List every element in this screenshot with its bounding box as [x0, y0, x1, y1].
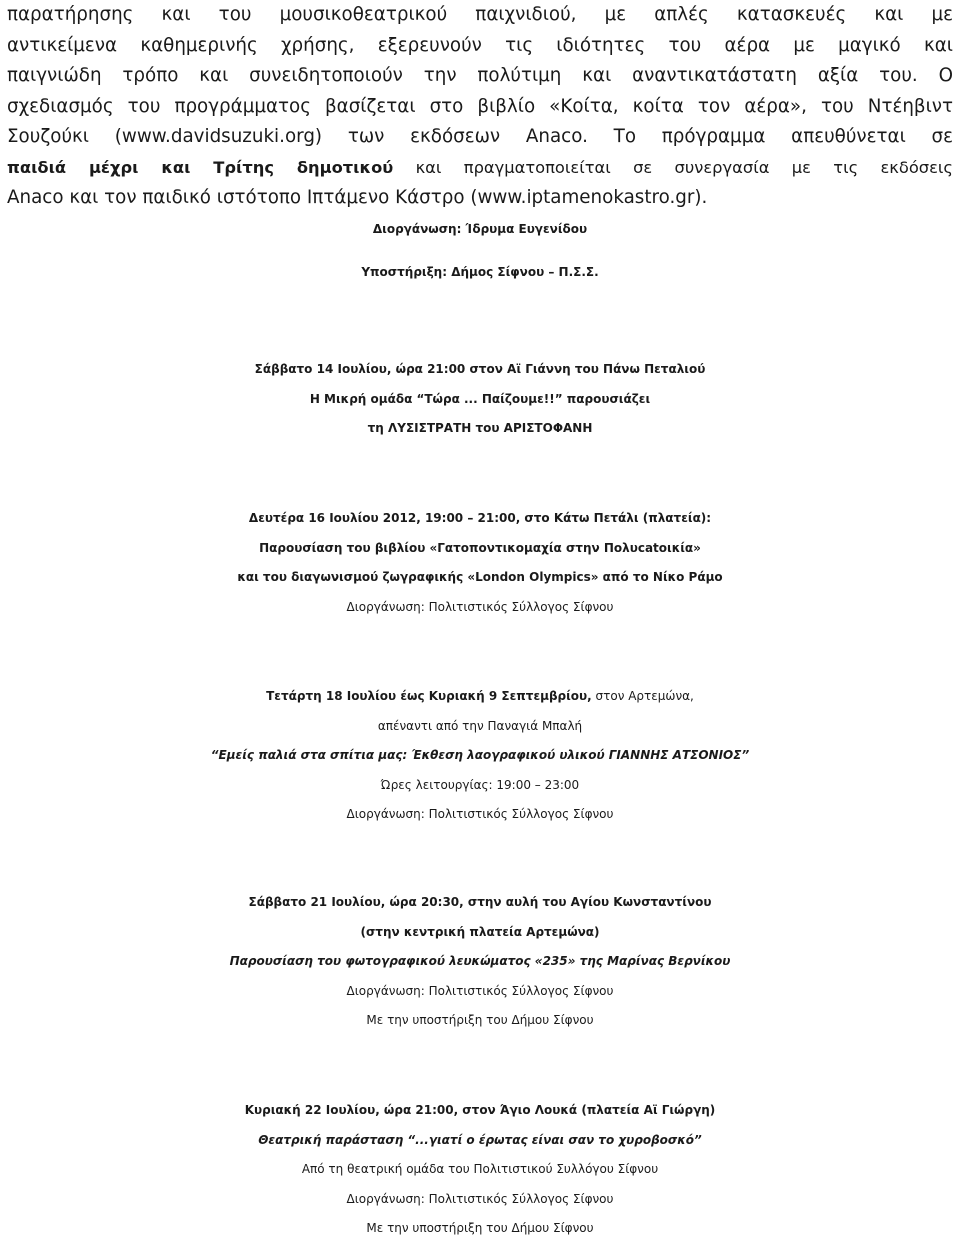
- event-hours-line: Ώρες λειτουργίας: 19:00 – 23:00: [380, 777, 580, 792]
- organizer-heading: Διοργάνωση: Ίδρυμα Ευγενίδου: [372, 222, 588, 236]
- event-title-line: Θεατρική παράσταση “...γιατί ο έρωτας είναι σαν το χυροβοσκό”: [258, 1132, 702, 1147]
- event-support-line: Με την υποστήριξη του Δήμου Σίφνου: [366, 1221, 594, 1235]
- event-date-line: [0, 682, 960, 712]
- intro-line: Σουζούκι (www.davidsuzuki.org) των εκδόσεων Anaco. Το πρόγραμμα απευθύνεται σε: [7, 126, 953, 147]
- event-21-july: [0, 888, 960, 1036]
- event-16-july: [0, 504, 960, 622]
- event-organizer-line: Διοργάνωση: Πολιτιστικός Σύλλογος Σίφνου: [346, 1191, 614, 1206]
- event-date-line: Σάββατο 14 Ιουλίου, ώρα 21:00 στον Αϊ Γιάννη του Πάνω Πεταλιού: [254, 362, 706, 376]
- intro-paragraph: [7, 0, 953, 214]
- event-14-july: [0, 355, 960, 444]
- event-title-line: Παρουσίαση του φωτογραφικού λευκώματος «235» της Μαρίνας Βερνίκου: [229, 954, 731, 968]
- event-18-july: [0, 682, 960, 830]
- intro-line: αντικείμενα καθημερινής χρήσης, εξερευνούν τις ιδιότητες του αέρα με μαγικό και: [7, 34, 953, 56]
- event-date-range: Τετάρτη 18 Ιουλίου έως Κυριακή 9 Σεπτεμβρίου,: [266, 689, 592, 703]
- event-date-line: Σάββατο 21 Ιουλίου, ώρα 20:30, στην αυλή του Αγίου Κωνσταντίνου: [248, 895, 712, 909]
- event-22-july: [0, 1096, 960, 1244]
- event-presenter-line: Η Μικρή ομάδα “Τώρα ... Παίζουμε!!” παρουσιάζει: [309, 391, 651, 406]
- event-organizer-line: Διοργάνωση: Πολιτιστικός Σύλλογος Σίφνου: [346, 983, 614, 998]
- intro-line: σχεδιασμός του προγράμματος βασίζεται στο βιβλίο «Κοίτα, κοίτα τον αέρα», του Ντέηβιντ: [7, 95, 953, 117]
- event-performer-line: Από τη θεατρική ομάδα του Πολιτιστικού Συλλόγου Σίφνου: [301, 1162, 659, 1176]
- event-location-line: (στην κεντρική πλατεία Αρτεμώνα): [360, 924, 600, 939]
- event-title-line: “Εμείς παλιά στα σπίτια μας: Έκθεση λαογραφικού υλικού ΓΙΑΝΝΗΣ ΑΤΣΟΝΙΟΣ”: [210, 748, 750, 762]
- event-date-line: Δευτέρα 16 Ιουλίου 2012, 19:00 – 21:00, στο Κάτω Πετάλι (πλατεία):: [248, 511, 712, 525]
- event-location-line: απέναντι από την Παναγιά Μπαλή: [377, 718, 583, 733]
- intro-line: παρατήρησης και του μουσικοθεατρικού παιχνιδιού, με απλές κατασκευές και με: [7, 4, 953, 25]
- event-organizer-line: Διοργάνωση: Πολιτιστικός Σύλλογος Σίφνου: [346, 599, 614, 614]
- intro-line-rest: και πραγματοποιείται σε συνεργασία με τις εκδόσεις: [393, 157, 953, 177]
- event-description-line: Παρουσίαση του βιβλίου «Γατοποντικομαχία στην Πολυcatoικία»: [259, 540, 701, 555]
- event-location: στον Αρτεμώνα,: [591, 689, 694, 703]
- event-support-line: Με την υποστήριξη του Δήμου Σίφνου: [366, 1013, 594, 1027]
- intro-line: Anaco και τον παιδικό ιστότοπο Ιπτάμενο Κάστρο (www.iptamenokastro.gr).: [7, 187, 708, 208]
- event-organizer-line: Διοργάνωση: Πολιτιστικός Σύλλογος Σίφνου: [346, 807, 614, 821]
- intro-line: [7, 153, 953, 184]
- support-heading: Υποστήριξη: Δήμος Σίφνου – Π.Σ.Σ.: [361, 265, 599, 279]
- intro-line: παιγνιώδη τρόπο και συνειδητοποιούν την πολύτιμη και αναντικατάστατη αξία του. Ο: [7, 65, 953, 86]
- event-title-line: τη ΛΥΣΙΣΤΡΑΤΗ του ΑΡΙΣΤΟΦΑΝΗ: [367, 421, 593, 435]
- target-audience: παιδιά μέχρι και Τρίτης δημοτικού: [7, 157, 394, 177]
- event-date-line: Κυριακή 22 Ιουλίου, ώρα 21:00, στον Άγιο Λουκά (πλατεία Αϊ Γιώργη): [244, 1103, 716, 1117]
- event-description-line: και του διαγωνισμού ζωγραφικής «London Olympics» από το Νίκο Ράμο: [237, 570, 723, 584]
